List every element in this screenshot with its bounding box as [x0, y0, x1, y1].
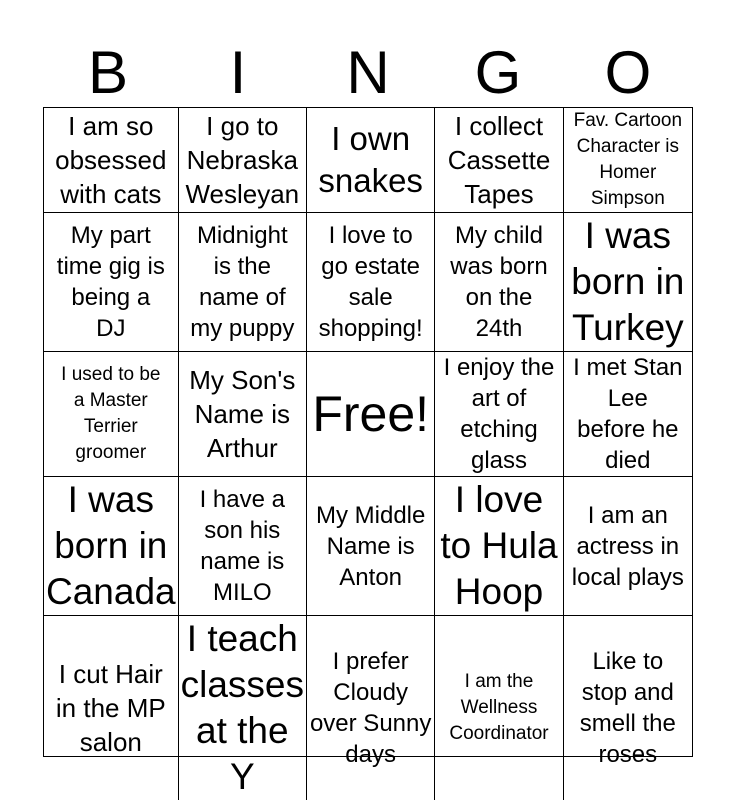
cell-text: I own snakes: [318, 120, 423, 199]
bingo-cell[interactable]: [564, 213, 692, 352]
bingo-header: [43, 38, 693, 108]
bingo-cell[interactable]: [179, 213, 307, 352]
bingo-cell[interactable]: [44, 616, 179, 800]
free-space-text: Free!: [312, 386, 430, 442]
header-letter-g: G: [474, 39, 522, 106]
cell-text: Fav. Cartoon Character is Homer Simpson: [573, 110, 683, 209]
bingo-cell[interactable]: [435, 352, 563, 477]
header-letter-b: B: [87, 39, 129, 106]
bingo-cell[interactable]: [307, 477, 435, 616]
bingo-cell[interactable]: [179, 352, 307, 477]
cell-text: I enjoy the art of etching glass: [443, 354, 555, 474]
bingo-cell[interactable]: [564, 352, 692, 477]
bingo-cell[interactable]: [435, 213, 563, 352]
bingo-cell[interactable]: [564, 108, 692, 213]
bingo-cell[interactable]: [435, 108, 563, 213]
bingo-cell[interactable]: [179, 616, 307, 800]
cell-text: I am the Wellness Coordinator: [449, 671, 549, 744]
bingo-cell[interactable]: [179, 108, 307, 213]
bingo-cell-free[interactable]: [307, 352, 435, 477]
cell-text: I prefer Cloudy over Sunny days: [309, 648, 432, 768]
bingo-cell[interactable]: [564, 477, 692, 616]
cell-text: I am an actress in local plays: [571, 501, 684, 591]
bingo-cell[interactable]: [44, 352, 179, 477]
cell-text: My Son's Name is Arthur: [189, 365, 296, 463]
header-letter-i: I: [229, 39, 247, 106]
cell-text: I love to go estate sale shopping!: [318, 222, 423, 342]
cell-text: I go to Nebraska Wesleyan: [185, 111, 300, 209]
cell-text: Like to stop and smell the roses: [579, 648, 676, 768]
cell-text: My child was born on the 24th: [450, 222, 548, 342]
bingo-cell[interactable]: [435, 616, 563, 800]
cell-text: I teach classes at the Y: [180, 618, 304, 797]
cell-text: I met Stan Lee before he died: [573, 354, 683, 474]
bingo-cell[interactable]: [44, 213, 179, 352]
cell-text: My part time gig is being a DJ: [56, 222, 165, 342]
cell-text: I was born in Canada: [46, 479, 176, 612]
header-letter-o: O: [604, 39, 652, 106]
cell-text: I have a son his name is MILO: [199, 486, 285, 606]
bingo-cell[interactable]: [564, 616, 692, 800]
cell-text: I love to Hula Hoop: [440, 479, 558, 612]
bingo-cell[interactable]: [307, 213, 435, 352]
cell-text: My Middle Name is Anton: [315, 501, 426, 591]
cell-text: I was born in Turkey: [571, 215, 685, 348]
bingo-cell[interactable]: [435, 477, 563, 616]
bingo-cell[interactable]: [179, 477, 307, 616]
bingo-cell[interactable]: [44, 108, 179, 213]
bingo-cell[interactable]: [307, 616, 435, 800]
bingo-card-grid: [43, 107, 693, 797]
cell-text: I collect Cassette Tapes: [447, 111, 551, 209]
cell-text: I cut Hair in the MP salon: [55, 659, 166, 757]
cell-text: I used to be a Master Terrier groomer: [61, 364, 161, 463]
header-letter-n: N: [346, 39, 390, 106]
cell-text: Midnight is the name of my puppy: [190, 222, 295, 342]
bingo-cell[interactable]: [44, 477, 179, 616]
cell-text: I am so obsessed with cats: [55, 111, 167, 209]
bingo-cell[interactable]: [307, 108, 435, 213]
